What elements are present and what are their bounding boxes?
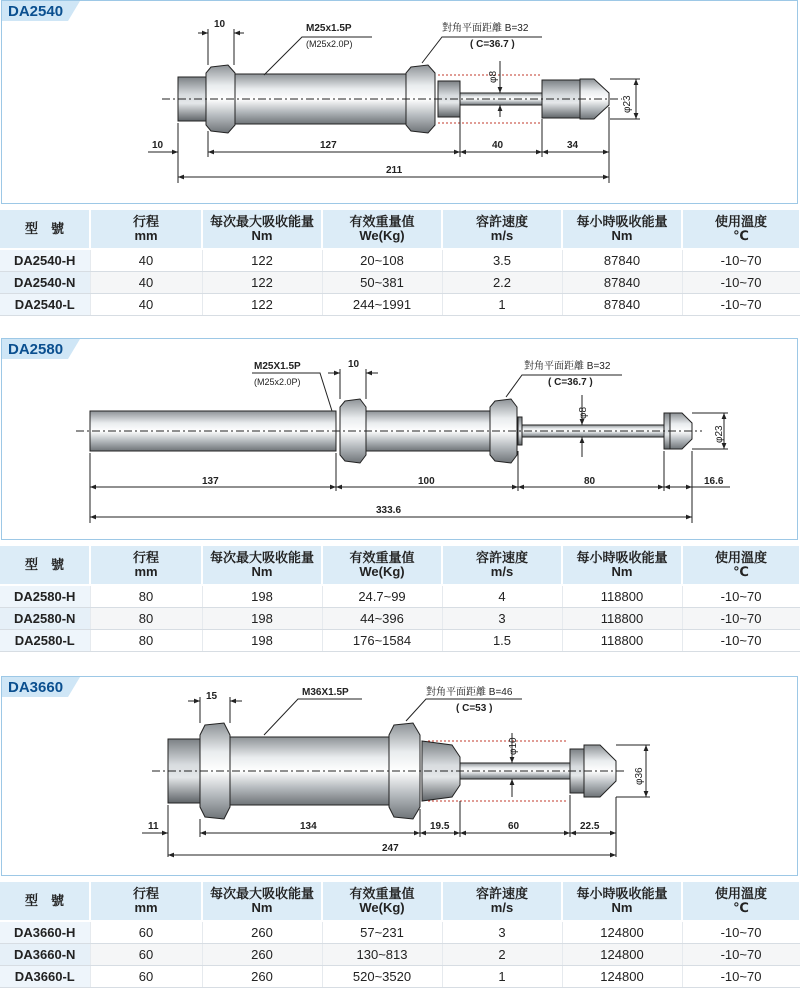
- dim-5: 22.5: [580, 821, 600, 832]
- table-row: DA2580-N 80 198 44~396 3 118800 -10~70: [0, 608, 800, 630]
- cap-diameter: φ23: [714, 425, 725, 443]
- header-weight: 有效重量值 We(Kg): [322, 546, 442, 585]
- dim-nut-width: 10: [348, 359, 360, 370]
- table-row: DA2540-N 40 122 50~381 2.2 87840 -10~70: [0, 272, 800, 294]
- header-temperature: 使用溫度 ℃: [682, 546, 800, 585]
- flat-distance-alt: ( C=36.7 ): [548, 377, 593, 388]
- drawing-panel-da2540: [1, 0, 798, 204]
- dim-2: 127: [320, 140, 337, 151]
- technical-drawing-da2580: [2, 339, 798, 539]
- dim-3: 80: [584, 476, 596, 487]
- header-energy: 每次最大吸收能量 Nm: [202, 546, 322, 585]
- drawing-panel-da2580: [1, 338, 798, 540]
- thread-spec-alt: (M25x2.0P): [306, 39, 353, 49]
- dim-total: 211: [386, 165, 403, 176]
- dim-2: 134: [300, 821, 317, 832]
- table-row: DA2540-H 40 122 20~108 3.5 87840 -10~70: [0, 249, 800, 272]
- technical-drawing-da3660: [2, 677, 798, 875]
- table-row: DA2540-L 40 122 244~1991 1 87840 -10~70: [0, 294, 800, 316]
- thread-spec: M25x1.5P: [306, 23, 352, 34]
- thread-spec-alt: (M25x2.0P): [254, 377, 301, 387]
- header-model: 型 號: [0, 882, 90, 921]
- model-title: DA2540: [8, 3, 64, 20]
- cap-diameter: φ36: [634, 767, 645, 785]
- dim-4: 16.6: [704, 476, 724, 487]
- header-velocity: 容許速度 m/s: [442, 882, 562, 921]
- header-energy: 每次最大吸收能量 Nm: [202, 882, 322, 921]
- header-weight: 有效重量值 We(Kg): [322, 210, 442, 249]
- dim-1: 10: [152, 140, 164, 151]
- table-row: DA3660-N 60 260 130~813 2 124800 -10~70: [0, 944, 800, 966]
- header-hour-energy: 每小時吸收能量 Nm: [562, 882, 682, 921]
- table-header-row: [0, 210, 800, 249]
- header-model: 型 號: [0, 210, 90, 249]
- header-model: 型 號: [0, 546, 90, 585]
- model-title: DA3660: [8, 679, 64, 696]
- header-hour-energy: 每小時吸收能量 Nm: [562, 546, 682, 585]
- table-header-row: [0, 546, 800, 585]
- thread-spec: M36X1.5P: [302, 687, 349, 698]
- header-temperature: 使用溫度 ℃: [682, 210, 800, 249]
- cap-diameter: φ23: [622, 95, 633, 113]
- model-title: DA2580: [8, 341, 64, 358]
- header-velocity: 容許速度 m/s: [442, 210, 562, 249]
- table-header-row: [0, 882, 800, 921]
- dim-total: 247: [382, 843, 399, 854]
- header-weight: 有效重量值 We(Kg): [322, 882, 442, 921]
- dim-3: 19.5: [430, 821, 450, 832]
- dim-total: 333.6: [376, 505, 402, 516]
- technical-drawing-da2540: [2, 1, 798, 203]
- dim-1: 11: [148, 821, 159, 832]
- spec-table-da2580: [0, 546, 800, 652]
- dim-4: 60: [508, 821, 520, 832]
- flat-distance: 對角平面距離 B=46: [426, 687, 513, 698]
- dim-2: 100: [418, 476, 435, 487]
- spec-table-da2540: [0, 210, 800, 316]
- header-stroke: 行程 mm: [90, 546, 202, 585]
- spec-table-da3660: [0, 882, 800, 988]
- rod-diameter: φ8: [488, 70, 499, 83]
- flat-distance: 對角平面距離 B=32: [442, 23, 529, 34]
- flat-distance-alt: ( C=53 ): [456, 703, 493, 714]
- header-temperature: 使用溫度 ℃: [682, 882, 800, 921]
- table-row: DA2580-H 80 198 24.7~99 4 118800 -10~70: [0, 585, 800, 608]
- flat-distance-alt: ( C=36.7 ): [470, 39, 515, 50]
- drawing-panel-da3660: [1, 676, 798, 876]
- dim-1: 137: [202, 476, 219, 487]
- table-row: DA2580-L 80 198 176~1584 1.5 118800 -10~70: [0, 630, 800, 652]
- dim-nut-width: 15: [206, 691, 218, 702]
- dim-nut-width: 10: [214, 19, 226, 30]
- dim-4: 34: [567, 140, 579, 151]
- thread-spec: M25X1.5P: [254, 361, 301, 372]
- section-da2580: [0, 338, 800, 658]
- header-stroke: 行程 mm: [90, 210, 202, 249]
- section-da3660: [0, 676, 800, 995]
- flat-distance: 對角平面距離 B=32: [524, 361, 611, 372]
- header-stroke: 行程 mm: [90, 882, 202, 921]
- dim-3: 40: [492, 140, 504, 151]
- section-da2540: [0, 0, 800, 320]
- header-energy: 每次最大吸收能量 Nm: [202, 210, 322, 249]
- rod-diameter: φ10: [508, 737, 519, 755]
- table-row: DA3660-L 60 260 520~3520 1 124800 -10~70: [0, 966, 800, 988]
- table-row: DA3660-H 60 260 57~231 3 124800 -10~70: [0, 921, 800, 944]
- header-hour-energy: 每小時吸收能量 Nm: [562, 210, 682, 249]
- header-velocity: 容許速度 m/s: [442, 546, 562, 585]
- rod-diameter: φ8: [578, 406, 589, 419]
